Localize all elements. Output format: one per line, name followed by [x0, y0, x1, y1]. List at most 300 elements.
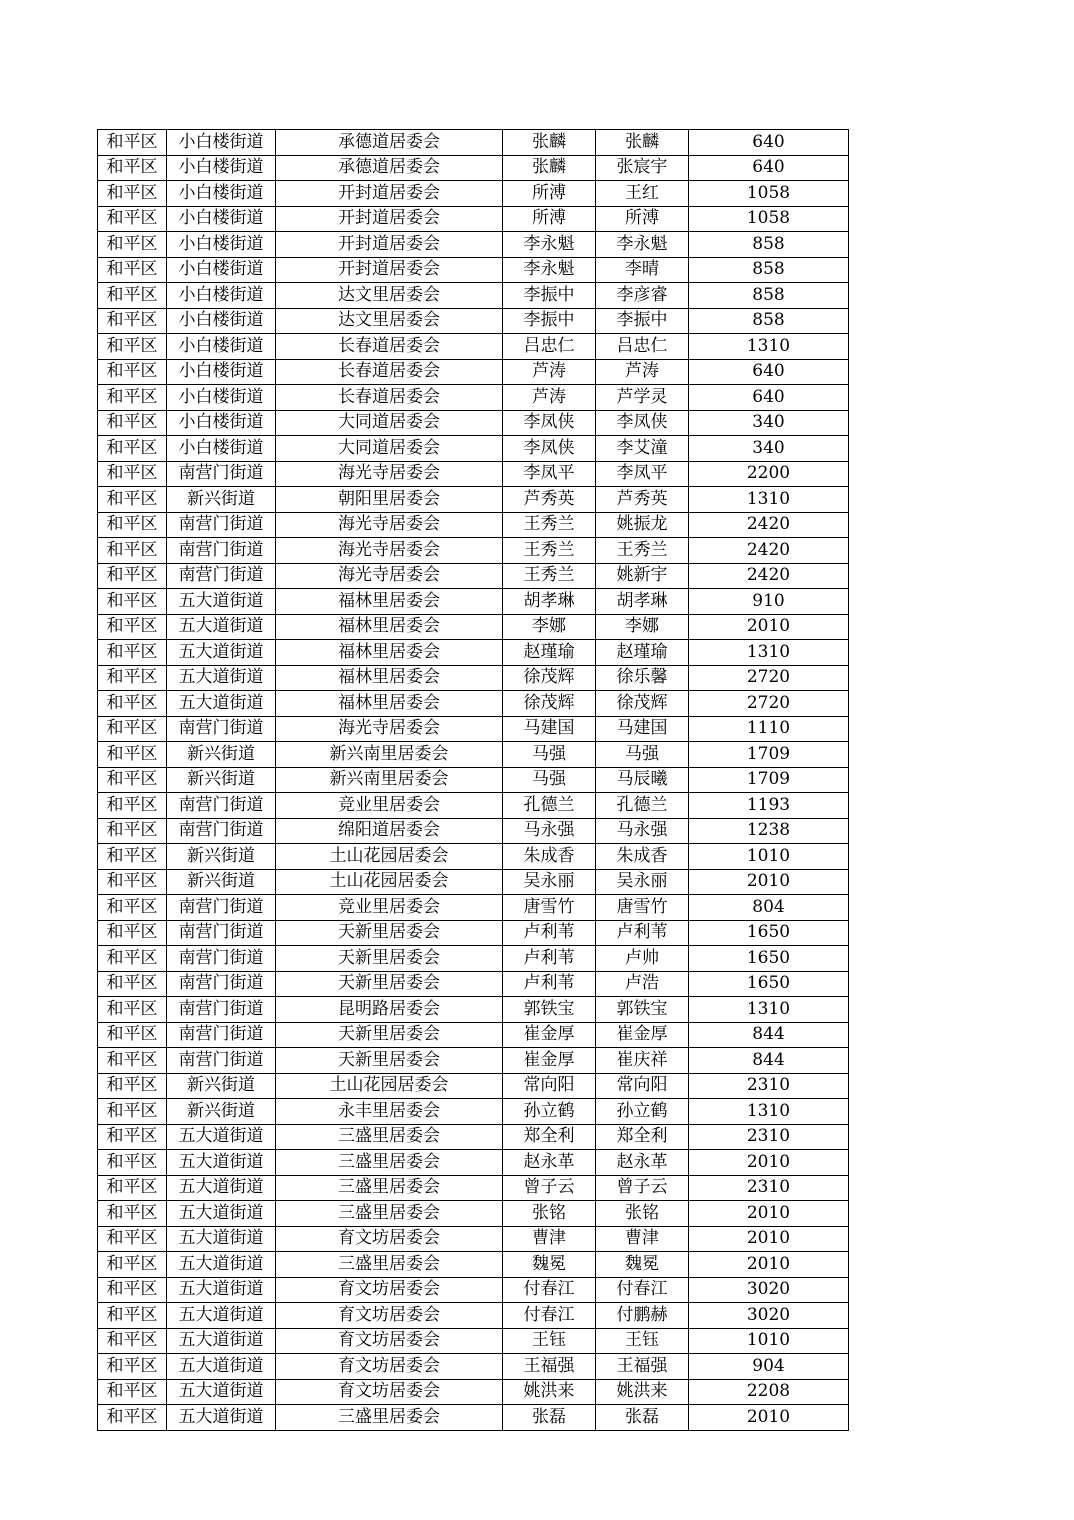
district-cell: 和平区 — [98, 1073, 167, 1099]
amount-cell: 2720 — [689, 691, 849, 717]
street-cell: 南营门街道 — [167, 920, 276, 946]
street-cell: 南营门街道 — [167, 1048, 276, 1074]
member-cell: 孔德兰 — [596, 793, 689, 819]
table-row — [98, 1354, 849, 1380]
district-cell: 和平区 — [98, 614, 167, 640]
district-cell: 和平区 — [98, 206, 167, 232]
amount-cell: 1193 — [689, 793, 849, 819]
district-cell: 和平区 — [98, 232, 167, 258]
applicant-cell: 赵永革 — [503, 1150, 596, 1176]
committee-cell: 承德道居委会 — [276, 130, 503, 156]
district-cell: 和平区 — [98, 971, 167, 997]
street-cell: 小白楼街道 — [167, 155, 276, 181]
street-cell: 新兴街道 — [167, 767, 276, 793]
member-cell: 李娜 — [596, 614, 689, 640]
table-row — [98, 1175, 849, 1201]
committee-cell: 三盛里居委会 — [276, 1252, 503, 1278]
member-cell: 唐雪竹 — [596, 895, 689, 921]
committee-cell: 新兴南里居委会 — [276, 742, 503, 768]
committee-cell: 育文坊居委会 — [276, 1303, 503, 1329]
member-cell: 李凤平 — [596, 461, 689, 487]
committee-cell: 天新里居委会 — [276, 1048, 503, 1074]
table-row — [98, 742, 849, 768]
applicant-cell: 崔金厚 — [503, 1048, 596, 1074]
street-cell: 南营门街道 — [167, 997, 276, 1023]
table-row — [98, 232, 849, 258]
applicant-cell: 付春江 — [503, 1277, 596, 1303]
amount-cell: 340 — [689, 436, 849, 462]
street-cell: 小白楼街道 — [167, 334, 276, 360]
amount-cell: 3020 — [689, 1277, 849, 1303]
table-row — [98, 793, 849, 819]
table-row — [98, 359, 849, 385]
committee-cell: 三盛里居委会 — [276, 1124, 503, 1150]
street-cell: 五大道街道 — [167, 1379, 276, 1405]
table-row — [98, 895, 849, 921]
table-row — [98, 589, 849, 615]
member-cell: 赵瑾瑜 — [596, 640, 689, 666]
applicant-cell: 卢利苇 — [503, 971, 596, 997]
district-cell: 和平区 — [98, 1022, 167, 1048]
applicant-cell: 李振中 — [503, 308, 596, 334]
table-row — [98, 1201, 849, 1227]
applicant-cell: 李凤平 — [503, 461, 596, 487]
member-cell: 张麟 — [596, 130, 689, 156]
street-cell: 五大道街道 — [167, 589, 276, 615]
amount-cell: 844 — [689, 1048, 849, 1074]
street-cell: 新兴街道 — [167, 487, 276, 513]
street-cell: 五大道街道 — [167, 1175, 276, 1201]
applicant-cell: 魏冕 — [503, 1252, 596, 1278]
applicant-cell: 崔金厚 — [503, 1022, 596, 1048]
district-cell: 和平区 — [98, 640, 167, 666]
amount-cell: 2310 — [689, 1175, 849, 1201]
committee-cell: 三盛里居委会 — [276, 1175, 503, 1201]
committee-cell: 竞业里居委会 — [276, 793, 503, 819]
committee-cell: 土山花园居委会 — [276, 869, 503, 895]
district-cell: 和平区 — [98, 181, 167, 207]
table-row — [98, 334, 849, 360]
applicant-cell: 王秀兰 — [503, 563, 596, 589]
member-cell: 王秀兰 — [596, 538, 689, 564]
table-row — [98, 1328, 849, 1354]
street-cell: 小白楼街道 — [167, 436, 276, 462]
applicant-cell: 郭铁宝 — [503, 997, 596, 1023]
committee-cell: 福林里居委会 — [276, 614, 503, 640]
member-cell: 李凤侠 — [596, 410, 689, 436]
table-row — [98, 691, 849, 717]
street-cell: 南营门街道 — [167, 563, 276, 589]
amount-cell: 2720 — [689, 665, 849, 691]
table-row — [98, 844, 849, 870]
member-cell: 王钰 — [596, 1328, 689, 1354]
committee-cell: 育文坊居委会 — [276, 1277, 503, 1303]
table-row — [98, 487, 849, 513]
amount-cell: 1010 — [689, 1328, 849, 1354]
table-row — [98, 538, 849, 564]
amount-cell: 858 — [689, 257, 849, 283]
applicant-cell: 芦涛 — [503, 385, 596, 411]
committee-cell: 育文坊居委会 — [276, 1328, 503, 1354]
amount-cell: 2010 — [689, 1252, 849, 1278]
district-cell: 和平区 — [98, 283, 167, 309]
amount-cell: 1310 — [689, 487, 849, 513]
amount-cell: 858 — [689, 283, 849, 309]
street-cell: 五大道街道 — [167, 1150, 276, 1176]
street-cell: 南营门街道 — [167, 793, 276, 819]
committee-cell: 育文坊居委会 — [276, 1379, 503, 1405]
street-cell: 新兴街道 — [167, 869, 276, 895]
table-row — [98, 308, 849, 334]
member-cell: 李晴 — [596, 257, 689, 283]
committee-cell: 海光寺居委会 — [276, 512, 503, 538]
amount-cell: 2208 — [689, 1379, 849, 1405]
applicant-cell: 徐茂辉 — [503, 691, 596, 717]
table-body — [98, 130, 849, 1431]
member-cell: 芦秀英 — [596, 487, 689, 513]
applicant-cell: 李永魁 — [503, 232, 596, 258]
table-row — [98, 946, 849, 972]
district-cell: 和平区 — [98, 1150, 167, 1176]
member-cell: 付鹏赫 — [596, 1303, 689, 1329]
committee-cell: 育文坊居委会 — [276, 1226, 503, 1252]
applicant-cell: 李永魁 — [503, 257, 596, 283]
applicant-cell: 李凤侠 — [503, 410, 596, 436]
district-cell: 和平区 — [98, 1405, 167, 1431]
member-cell: 卢利苇 — [596, 920, 689, 946]
table-row — [98, 410, 849, 436]
committee-cell: 开封道居委会 — [276, 181, 503, 207]
member-cell: 张磊 — [596, 1405, 689, 1431]
table-row — [98, 436, 849, 462]
member-cell: 李艾潼 — [596, 436, 689, 462]
member-cell: 付春江 — [596, 1277, 689, 1303]
amount-cell: 1058 — [689, 181, 849, 207]
amount-cell: 2010 — [689, 869, 849, 895]
member-cell: 魏冕 — [596, 1252, 689, 1278]
member-cell: 崔金厚 — [596, 1022, 689, 1048]
applicant-cell: 郑全利 — [503, 1124, 596, 1150]
table-row — [98, 155, 849, 181]
district-cell: 和平区 — [98, 767, 167, 793]
member-cell: 李振中 — [596, 308, 689, 334]
street-cell: 五大道街道 — [167, 614, 276, 640]
table-row — [98, 1277, 849, 1303]
table-row — [98, 257, 849, 283]
amount-cell: 2420 — [689, 563, 849, 589]
table-row — [98, 869, 849, 895]
applicant-cell: 张磊 — [503, 1405, 596, 1431]
district-cell: 和平区 — [98, 436, 167, 462]
member-cell: 姚振龙 — [596, 512, 689, 538]
district-cell: 和平区 — [98, 487, 167, 513]
committee-cell: 三盛里居委会 — [276, 1150, 503, 1176]
district-cell: 和平区 — [98, 1201, 167, 1227]
applicant-cell: 李振中 — [503, 283, 596, 309]
street-cell: 南营门街道 — [167, 895, 276, 921]
amount-cell: 640 — [689, 155, 849, 181]
table-row — [98, 563, 849, 589]
street-cell: 五大道街道 — [167, 1328, 276, 1354]
committee-cell: 新兴南里居委会 — [276, 767, 503, 793]
member-cell: 李彦睿 — [596, 283, 689, 309]
table-row — [98, 181, 849, 207]
applicant-cell: 张麟 — [503, 155, 596, 181]
applicant-cell: 吴永丽 — [503, 869, 596, 895]
district-cell: 和平区 — [98, 1328, 167, 1354]
table-row — [98, 1099, 849, 1125]
amount-cell: 2010 — [689, 1201, 849, 1227]
district-cell: 和平区 — [98, 385, 167, 411]
committee-cell: 开封道居委会 — [276, 232, 503, 258]
member-cell: 马建国 — [596, 716, 689, 742]
street-cell: 五大道街道 — [167, 1252, 276, 1278]
committee-cell: 承德道居委会 — [276, 155, 503, 181]
table-row — [98, 1048, 849, 1074]
street-cell: 新兴街道 — [167, 844, 276, 870]
applicant-cell: 李凤侠 — [503, 436, 596, 462]
applicant-cell: 马强 — [503, 742, 596, 768]
table-row — [98, 1252, 849, 1278]
applicant-cell: 王钰 — [503, 1328, 596, 1354]
member-cell: 赵永革 — [596, 1150, 689, 1176]
member-cell: 姚新宇 — [596, 563, 689, 589]
committee-cell: 竞业里居委会 — [276, 895, 503, 921]
applicant-cell: 常向阳 — [503, 1073, 596, 1099]
committee-cell: 海光寺居委会 — [276, 538, 503, 564]
street-cell: 新兴街道 — [167, 1073, 276, 1099]
street-cell: 五大道街道 — [167, 665, 276, 691]
amount-cell: 1650 — [689, 946, 849, 972]
committee-cell: 大同道居委会 — [276, 410, 503, 436]
member-cell: 吴永丽 — [596, 869, 689, 895]
amount-cell: 2420 — [689, 538, 849, 564]
street-cell: 五大道街道 — [167, 1277, 276, 1303]
member-cell: 李永魁 — [596, 232, 689, 258]
street-cell: 新兴街道 — [167, 1099, 276, 1125]
table-row — [98, 130, 849, 156]
data-table — [97, 129, 849, 1431]
applicant-cell: 曹津 — [503, 1226, 596, 1252]
table-row — [98, 640, 849, 666]
applicant-cell: 王福强 — [503, 1354, 596, 1380]
amount-cell: 858 — [689, 232, 849, 258]
member-cell: 张宸宇 — [596, 155, 689, 181]
amount-cell: 1709 — [689, 767, 849, 793]
committee-cell: 天新里居委会 — [276, 946, 503, 972]
committee-cell: 长春道居委会 — [276, 359, 503, 385]
amount-cell: 1650 — [689, 920, 849, 946]
amount-cell: 2010 — [689, 1226, 849, 1252]
district-cell: 和平区 — [98, 1277, 167, 1303]
applicant-cell: 所溥 — [503, 206, 596, 232]
member-cell: 崔庆祥 — [596, 1048, 689, 1074]
amount-cell: 3020 — [689, 1303, 849, 1329]
district-cell: 和平区 — [98, 1303, 167, 1329]
applicant-cell: 曾子云 — [503, 1175, 596, 1201]
district-cell: 和平区 — [98, 1354, 167, 1380]
applicant-cell: 马永强 — [503, 818, 596, 844]
district-cell: 和平区 — [98, 895, 167, 921]
committee-cell: 大同道居委会 — [276, 436, 503, 462]
street-cell: 小白楼街道 — [167, 283, 276, 309]
table-row — [98, 997, 849, 1023]
amount-cell: 858 — [689, 308, 849, 334]
table-row — [98, 767, 849, 793]
amount-cell: 2310 — [689, 1124, 849, 1150]
applicant-cell: 芦涛 — [503, 359, 596, 385]
table-row — [98, 665, 849, 691]
member-cell: 王红 — [596, 181, 689, 207]
committee-cell: 福林里居委会 — [276, 589, 503, 615]
street-cell: 五大道街道 — [167, 1201, 276, 1227]
street-cell: 南营门街道 — [167, 818, 276, 844]
member-cell: 姚洪来 — [596, 1379, 689, 1405]
district-cell: 和平区 — [98, 946, 167, 972]
amount-cell: 640 — [689, 385, 849, 411]
member-cell: 孙立鹤 — [596, 1099, 689, 1125]
street-cell: 五大道街道 — [167, 1405, 276, 1431]
table-row — [98, 818, 849, 844]
applicant-cell: 胡孝琳 — [503, 589, 596, 615]
applicant-cell: 孔德兰 — [503, 793, 596, 819]
member-cell: 所溥 — [596, 206, 689, 232]
amount-cell: 640 — [689, 359, 849, 385]
member-cell: 马永强 — [596, 818, 689, 844]
amount-cell: 844 — [689, 1022, 849, 1048]
committee-cell: 天新里居委会 — [276, 1022, 503, 1048]
amount-cell: 1238 — [689, 818, 849, 844]
district-cell: 和平区 — [98, 920, 167, 946]
amount-cell: 1310 — [689, 997, 849, 1023]
district-cell: 和平区 — [98, 308, 167, 334]
table-row — [98, 1124, 849, 1150]
table-row — [98, 206, 849, 232]
member-cell: 胡孝琳 — [596, 589, 689, 615]
street-cell: 小白楼街道 — [167, 206, 276, 232]
district-cell: 和平区 — [98, 589, 167, 615]
amount-cell: 640 — [689, 130, 849, 156]
applicant-cell: 孙立鹤 — [503, 1099, 596, 1125]
applicant-cell: 张麟 — [503, 130, 596, 156]
street-cell: 新兴街道 — [167, 742, 276, 768]
committee-cell: 达文里居委会 — [276, 283, 503, 309]
district-cell: 和平区 — [98, 1252, 167, 1278]
street-cell: 南营门街道 — [167, 512, 276, 538]
table-row — [98, 1150, 849, 1176]
table-row — [98, 461, 849, 487]
committee-cell: 开封道居委会 — [276, 257, 503, 283]
street-cell: 五大道街道 — [167, 1303, 276, 1329]
street-cell: 南营门街道 — [167, 716, 276, 742]
member-cell: 吕忠仁 — [596, 334, 689, 360]
amount-cell: 2010 — [689, 614, 849, 640]
street-cell: 南营门街道 — [167, 1022, 276, 1048]
amount-cell: 1058 — [689, 206, 849, 232]
committee-cell: 福林里居委会 — [276, 640, 503, 666]
committee-cell: 开封道居委会 — [276, 206, 503, 232]
amount-cell: 804 — [689, 895, 849, 921]
committee-cell: 土山花园居委会 — [276, 1073, 503, 1099]
applicant-cell: 卢利苇 — [503, 946, 596, 972]
applicant-cell: 朱成香 — [503, 844, 596, 870]
district-cell: 和平区 — [98, 716, 167, 742]
committee-cell: 朝阳里居委会 — [276, 487, 503, 513]
committee-cell: 长春道居委会 — [276, 334, 503, 360]
district-cell: 和平区 — [98, 793, 167, 819]
amount-cell: 2010 — [689, 1405, 849, 1431]
committee-cell: 三盛里居委会 — [276, 1405, 503, 1431]
district-cell: 和平区 — [98, 563, 167, 589]
applicant-cell: 徐茂辉 — [503, 665, 596, 691]
amount-cell: 1310 — [689, 1099, 849, 1125]
member-cell: 卢帅 — [596, 946, 689, 972]
applicant-cell: 芦秀英 — [503, 487, 596, 513]
district-cell: 和平区 — [98, 512, 167, 538]
amount-cell: 2010 — [689, 1150, 849, 1176]
table-row — [98, 1379, 849, 1405]
applicant-cell: 吕忠仁 — [503, 334, 596, 360]
applicant-cell: 马强 — [503, 767, 596, 793]
table-row — [98, 614, 849, 640]
committee-cell: 福林里居委会 — [276, 665, 503, 691]
district-cell: 和平区 — [98, 691, 167, 717]
amount-cell: 1709 — [689, 742, 849, 768]
district-cell: 和平区 — [98, 538, 167, 564]
member-cell: 郑全利 — [596, 1124, 689, 1150]
table-row — [98, 1022, 849, 1048]
amount-cell: 2310 — [689, 1073, 849, 1099]
district-cell: 和平区 — [98, 869, 167, 895]
district-cell: 和平区 — [98, 1124, 167, 1150]
amount-cell: 1310 — [689, 640, 849, 666]
district-cell: 和平区 — [98, 665, 167, 691]
amount-cell: 910 — [689, 589, 849, 615]
member-cell: 朱成香 — [596, 844, 689, 870]
table-row — [98, 1226, 849, 1252]
applicant-cell: 所溥 — [503, 181, 596, 207]
member-cell: 卢浩 — [596, 971, 689, 997]
member-cell: 常向阳 — [596, 1073, 689, 1099]
applicant-cell: 唐雪竹 — [503, 895, 596, 921]
committee-cell: 海光寺居委会 — [276, 461, 503, 487]
street-cell: 五大道街道 — [167, 1124, 276, 1150]
street-cell: 南营门街道 — [167, 538, 276, 564]
member-cell: 郭铁宝 — [596, 997, 689, 1023]
amount-cell: 1010 — [689, 844, 849, 870]
applicant-cell: 姚洪来 — [503, 1379, 596, 1405]
district-cell: 和平区 — [98, 410, 167, 436]
member-cell: 王福强 — [596, 1354, 689, 1380]
street-cell: 小白楼街道 — [167, 130, 276, 156]
district-cell: 和平区 — [98, 818, 167, 844]
district-cell: 和平区 — [98, 1099, 167, 1125]
member-cell: 芦涛 — [596, 359, 689, 385]
committee-cell: 三盛里居委会 — [276, 1201, 503, 1227]
table-row — [98, 385, 849, 411]
member-cell: 马辰曦 — [596, 767, 689, 793]
applicant-cell: 张铭 — [503, 1201, 596, 1227]
amount-cell: 2420 — [689, 512, 849, 538]
table-row — [98, 920, 849, 946]
street-cell: 五大道街道 — [167, 1226, 276, 1252]
district-cell: 和平区 — [98, 359, 167, 385]
table-row — [98, 1405, 849, 1431]
applicant-cell: 付春江 — [503, 1303, 596, 1329]
committee-cell: 永丰里居委会 — [276, 1099, 503, 1125]
committee-cell: 土山花园居委会 — [276, 844, 503, 870]
table-row — [98, 716, 849, 742]
